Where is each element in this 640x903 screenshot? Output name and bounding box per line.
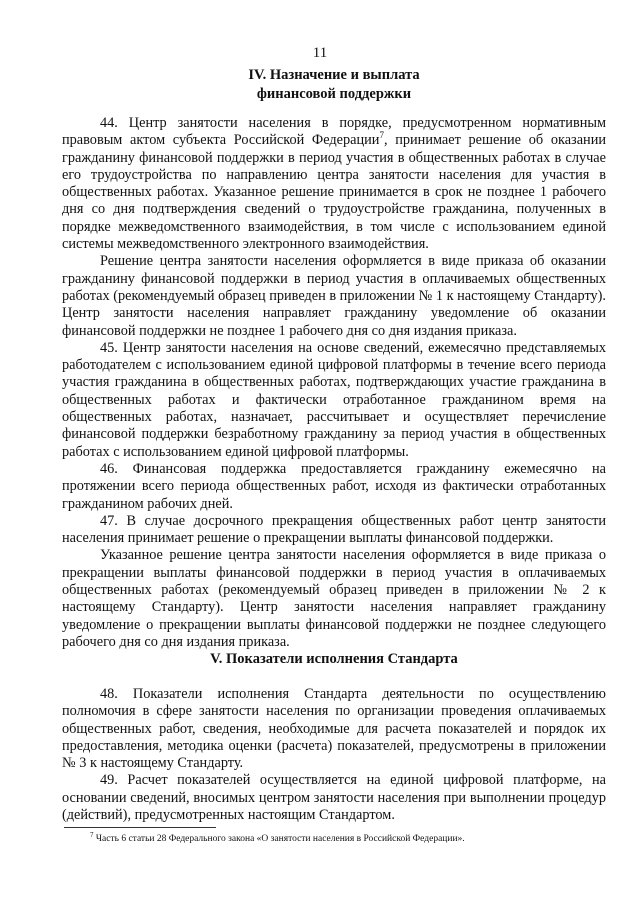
section-v-body [62,686,606,824]
section-iv-heading [62,66,606,104]
paragraph-44-text-end: , принимает решение об оказании гражданину финансовой поддержки в период участия в общественных работах в случае его трудоустройства по направлению центра занятости населения для участия в общественных работах. Указанное решение принимается в срок не позднее 1 рабочего дня со дня подтверждения сведений о трудоустройстве гражданина, полученных в порядке межведомственного взаимодействия, в том числе с использованием единой системы межведомственного электронного взаимодействия. [62,132,606,253]
paragraph-45: 45. Центр занятости населения на основе сведений, ежемесячно представляемых работодателем с использованием единой цифровой платформы в течение всего периода участия гражданина в общественных работах, подтверждающих участие гражданина в общественных работах и фактически отработанное гражданином время на общественных работах, назначает, рассчитывает и осуществляет перечисление финансовой поддержки безработному гражданину за период участия в общественных работах с использованием единой цифровой платформы. [62,339,606,460]
footnote [64,830,608,845]
paragraph-44-text-start: 44. Центр занятости населения в порядке, предусмотренном нормативным правовым актом субъекта Российской Федерации [62,115,606,149]
section-iv-body [62,115,606,651]
footnote-marker: 7 [90,830,94,839]
page-number: 11 [312,45,328,61]
paragraph-49: 49. Расчет показателей осуществляется на единой цифровой платформе, на основании сведений, вносимых центром занятости населения при выполнении процедур (действий), предусмотренных настоящим Стандартом. [62,772,606,824]
paragraph-47-decision: Указанное решение центра занятости населения оформляется в виде приказа о прекращении выплаты финансовой поддержки в период участия в оплачиваемых общественных работах (рекомендуемый образец приведен в приложении № 2 к настоящему Стандарту). Центр занятости населения направляет гражданину уведомление о прекращении выплаты финансовой поддержки не позднее следующего рабочего дня со дня издания приказа. [62,547,606,650]
paragraph-48: 48. Показатели исполнения Стандарта деятельности по осуществлению полномочия в сфере занятости населения по организации проведения оплачиваемых общественных работ, сведения, необходимые для расчета показателей и порядок их предоставления, методика оценки (расчета) показателей, предусмотрены в приложении № 3 к настоящему Стандарту. [62,686,606,772]
footnote-reference-7: 7 [379,130,384,141]
footnote-divider [64,827,216,828]
section-v-heading: V. Показатели исполнения Стандарта [210,651,458,667]
paragraph-47: 47. В случае досрочного прекращения общественных работ центр занятости населения принимает решение о прекращении выплаты финансовой поддержки. [62,512,606,547]
paragraph-44 [62,115,606,253]
section-iv-title-line1: IV. Назначение и выплата [248,67,420,83]
footnote-text: Часть 6 статьи 28 Федерального закона «О занятости населения в Российской Федерации». [93,834,465,844]
section-iv-title-line2: финансовой поддержки [256,86,412,102]
paragraph-46: 46. Финансовая поддержка предоставляется гражданину ежемесячно на протяжении всего периода общественных работ, исходя из фактически отработанных гражданином рабочих дней. [62,460,606,512]
paragraph-44-decision: Решение центра занятости населения оформляется в виде приказа об оказании гражданину финансовой поддержки в период участия в оплачиваемых общественных работах (рекомендуемый образец приведен в приложении № 1 к настоящему Стандарту). Центр занятости населения направляет гражданину уведомление об оказании финансовой поддержки не позднее 1 рабочего дня со дня издания приказа. [62,253,606,339]
